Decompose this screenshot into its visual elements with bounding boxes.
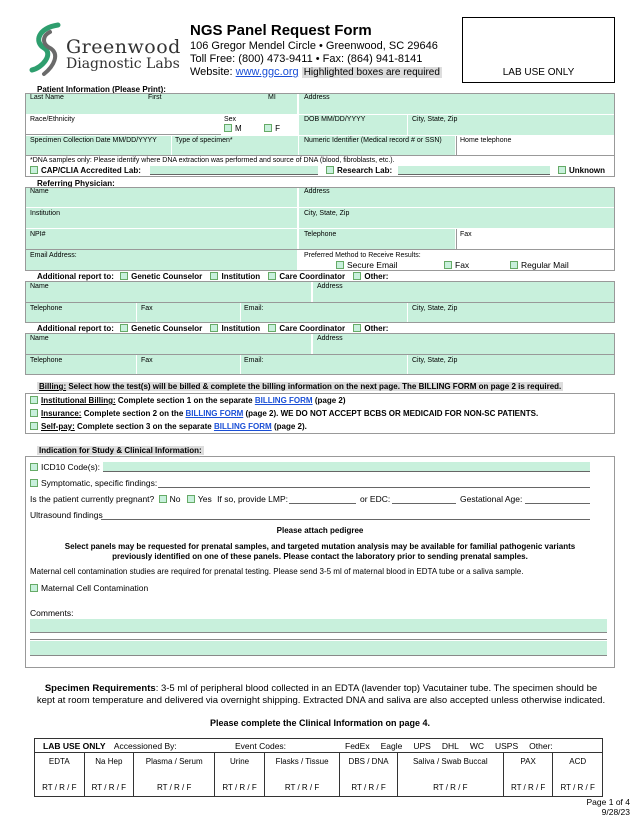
symptomatic-checkbox[interactable] (30, 479, 38, 487)
billing-form-link-2[interactable]: BILLING FORM (185, 409, 244, 418)
additional-name-field-1[interactable] (26, 282, 311, 302)
specimen-type-table (34, 752, 603, 797)
clia-checkbox[interactable] (30, 166, 38, 174)
genetic-checkbox-2[interactable] (120, 324, 128, 332)
lmp-field[interactable] (289, 494, 356, 504)
institution-checkbox-1[interactable] (210, 272, 218, 280)
website-label: Website: (190, 66, 233, 78)
mcc-line (30, 583, 148, 593)
additional-city-label-1: City, State, Zip (412, 305, 458, 312)
additional-city-label-2: City, State, Zip (412, 357, 458, 364)
secure-email-label: Secure Email (347, 260, 398, 270)
care-label-2: Care Coordinator (279, 324, 346, 333)
ultrasound-label: Ultrasound findings (30, 510, 103, 520)
specimen-requirements (36, 683, 606, 707)
genetic-checkbox-1[interactable] (120, 272, 128, 280)
research-checkbox[interactable] (326, 166, 334, 174)
other-checkbox-2[interactable] (353, 324, 361, 332)
institution-option-label: Institution (221, 272, 261, 281)
courier-0: FedEx (345, 741, 370, 751)
edc-label: or EDC: (360, 494, 391, 504)
billing-institutional (30, 396, 346, 405)
additional-phone-label-2: Telephone (30, 357, 63, 364)
additional-email-label-1: Email: (244, 305, 264, 312)
lab-phone: Toll Free: (800) 473-9411 • Fax: (864) 941-8141 (190, 53, 423, 65)
physician-city-label: City, State, Zip (304, 210, 350, 217)
mi-label: MI (268, 94, 276, 101)
additional-name-label-2: Name (30, 335, 49, 342)
event-codes-label: Event Codes: (235, 741, 287, 751)
care-label: Care Coordinator (279, 272, 346, 281)
clinical-heading: Indication for Study & Clinical Information: (39, 446, 202, 455)
genetic-label: Genetic Counselor (131, 272, 203, 281)
pregnant-label: Is the patient currently pregnant? (30, 494, 155, 504)
sex-m-checkbox[interactable] (224, 124, 232, 132)
lab-col-1: Na Hep (84, 753, 134, 779)
last-name-label: Last Name (30, 94, 64, 101)
additional-email-field-2[interactable] (241, 355, 407, 374)
research-label: Research Lab: (337, 166, 393, 175)
fax-checkbox[interactable] (444, 261, 452, 269)
dob-label: DOB MM/DD/YYYY (304, 116, 366, 123)
highlight-note: Highlighted boxes are required (303, 67, 440, 78)
self-pay-checkbox[interactable] (30, 422, 38, 430)
institution-checkbox-2[interactable] (210, 324, 218, 332)
fax-option (444, 260, 469, 270)
self-pay-label: Self-pay: (41, 422, 75, 431)
research-line (326, 166, 392, 175)
physician-address-field[interactable] (299, 188, 614, 207)
lab-use-row (43, 741, 177, 751)
research-field[interactable] (398, 166, 550, 175)
additional-label-2: Additional report to: (37, 324, 114, 333)
mcc-checkbox[interactable] (30, 584, 38, 592)
care-checkbox-2[interactable] (268, 324, 276, 332)
insurance-label: Insurance: (41, 409, 82, 418)
specimen-label: Specimen Requirements (44, 683, 156, 694)
additional-report-1 (37, 272, 388, 281)
courier-3: DHL (441, 741, 459, 751)
clia-line (30, 166, 141, 175)
billing-self-pay (30, 422, 307, 431)
lab-use-box (462, 17, 615, 83)
billing-instruction-text: Select how the test(s) will be billed & complete the billing information on the next page. The BILLING FORM on page 2 is required. (66, 382, 562, 391)
logo-sub: Diagnostic Labs (66, 56, 180, 72)
lab-code-0[interactable]: RT / R / F (35, 779, 85, 797)
care-checkbox-1[interactable] (268, 272, 276, 280)
additional-email-label-2: Email: (244, 357, 264, 364)
physician-fax-label: Fax (460, 231, 472, 238)
sex-label: Sex (224, 116, 237, 123)
billing-form-link-3[interactable]: BILLING FORM (213, 422, 272, 431)
institution-field[interactable] (26, 208, 297, 228)
complete-note: Please complete the Clinical Information on page 4. (209, 718, 431, 728)
unknown-line (558, 166, 605, 175)
other-checkbox-1[interactable] (353, 272, 361, 280)
billing-instruction (37, 382, 563, 391)
clia-field[interactable] (150, 166, 318, 175)
comments-field-1[interactable] (30, 619, 607, 633)
lab-code-6[interactable]: RT / R / F (397, 779, 503, 797)
numeric-id-label: Numeric Identifier (Medical record # or SSN) (304, 137, 442, 144)
self-pay-text: Complete section 3 on the separate (74, 422, 214, 431)
additional-label: Additional report to: (37, 272, 114, 281)
icd-label: ICD10 Code(s): (41, 462, 101, 472)
physician-email-label: Email Address: (30, 252, 77, 259)
courier-2: UPS (413, 741, 431, 751)
genetic-label-2: Genetic Counselor (131, 324, 203, 333)
insurance-text: Complete section 2 on the (81, 409, 186, 418)
other-label: Other: (364, 272, 389, 281)
courier-6: Other: (529, 741, 553, 751)
billing-insurance (30, 409, 538, 418)
lab-col-3: Urine (215, 753, 265, 779)
collection-date-label: Specimen Collection Date MM/DD/YYYY (30, 137, 157, 144)
gestational-label: Gestational Age: (460, 494, 523, 504)
lab-address: 106 Gregor Mendel Circle • Greenwood, SC 29646 (190, 40, 438, 52)
sex-f-label: F (275, 124, 281, 133)
unknown-label: Unknown (569, 166, 605, 175)
patient-heading: Patient Information (Please Print): (37, 85, 166, 94)
accessioned-label: Accessioned By: (113, 741, 177, 751)
website-line (190, 66, 442, 78)
lab-code-2[interactable]: RT / R / F (134, 779, 215, 797)
institutional-billing-checkbox[interactable] (30, 396, 38, 404)
gestational-field[interactable] (525, 494, 590, 504)
regular-mail-checkbox[interactable] (510, 261, 518, 269)
lab-col-5: DBS / DNA (340, 753, 397, 779)
pregnant-no-checkbox[interactable] (159, 495, 167, 503)
other-label-2: Other: (364, 324, 389, 333)
lab-code-7[interactable]: RT / R / F (503, 779, 553, 797)
additional-report-2 (37, 324, 388, 333)
sex-f-checkbox[interactable] (264, 124, 272, 132)
billing-form-link-1[interactable]: BILLING FORM (254, 396, 313, 405)
page-number: Page 1 of 4 (586, 797, 630, 807)
institutional-tail: (page 2) (312, 396, 346, 405)
icd-field[interactable] (103, 462, 590, 472)
logo-name: Greenwood (66, 36, 181, 58)
symptomatic-label: Symptomatic, specific findings: (41, 478, 158, 488)
edc-field[interactable] (392, 494, 456, 504)
lab-col-7: PAX (503, 753, 553, 779)
regular-mail-label: Regular Mail (521, 260, 569, 270)
race-label: Race/Ethnicity (30, 116, 75, 123)
icd-line (30, 462, 100, 472)
lab-col-0: EDTA (35, 753, 85, 779)
lab-table-title: LAB USE ONLY (43, 741, 106, 751)
form-title: NGS Panel Request Form (190, 22, 372, 39)
additional-name-label-1: Name (30, 283, 49, 290)
patient-address-label: Address (304, 94, 330, 101)
lab-code-5[interactable]: RT / R / F (340, 779, 397, 797)
form-date: 9/28/23 (601, 807, 630, 817)
additional-address-label-2: Address (317, 335, 343, 342)
npi-label: NPI# (30, 231, 46, 238)
additional-phone-label-1: Telephone (30, 305, 63, 312)
additional-fax-label-1: Fax (141, 305, 153, 312)
ultrasound-field[interactable] (101, 510, 590, 520)
specimen-text: : 3-5 ml of peripheral blood collected in an EDTA (lavender top) Vacutainer tube. The specimen should be kept at room temperature and delivered via overnight shipping. Extracted DNA and saliva are also accepted unless otherwise indicated. (36, 683, 606, 706)
additional-email-field-1[interactable] (241, 303, 407, 322)
lab-col-8: ACD (553, 753, 603, 779)
physician-address-label: Address (304, 188, 330, 195)
dna-note: *DNA samples only: Please identify where DNA extraction was performed and source of DNA (blood, fibroblasts, etc.). (30, 157, 395, 164)
courier-list (345, 741, 564, 751)
institution-label: Institution (30, 210, 60, 217)
lab-code-1[interactable]: RT / R / F (84, 779, 134, 797)
symptomatic-line (30, 478, 157, 488)
additional-name-field-2[interactable] (26, 334, 311, 354)
courier-5: USPS (495, 741, 519, 751)
courier-4: WC (469, 741, 484, 751)
physician-fax-field[interactable] (456, 229, 614, 249)
lab-col-4: Flasks / Tissue (264, 753, 340, 779)
regular-mail-option (510, 260, 569, 270)
comments-field-3[interactable] (30, 641, 607, 656)
secure-email-checkbox[interactable] (336, 261, 344, 269)
secure-email-option (336, 260, 398, 270)
preferred-label: Preferred Method to Receive Results: (304, 252, 421, 259)
lab-use-label: LAB USE ONLY (502, 67, 575, 78)
sex-m-label: M (235, 124, 242, 133)
logo (28, 20, 188, 80)
institutional-text: Complete section 1 on the separate (115, 396, 255, 405)
billing-lead: Billing: (39, 382, 67, 391)
pedigree-note: Please attach pedigree (276, 526, 364, 535)
self-pay-tail: (page 2). (271, 422, 307, 431)
pregnant-no-label: No (169, 494, 181, 504)
additional-fax-label-2: Fax (141, 357, 153, 364)
pregnant-yes-checkbox[interactable] (187, 495, 195, 503)
lab-code-4[interactable]: RT / R / F (264, 779, 340, 797)
physician-heading: Referring Physician: (37, 179, 115, 188)
clia-label: CAP/CLIA Accredited Lab: (41, 166, 141, 175)
panels-note: Select panels may be requested for prenatal samples, and targeted mutation analysis may be available for familial pathogenic variants previously identified on one of these panels. Please contact the laboratory prior to sending prenatal samples. (64, 542, 576, 561)
comments-label: Comments: (30, 608, 74, 618)
npi-field[interactable] (26, 229, 297, 249)
lab-col-2: Plasma / Serum (134, 753, 215, 779)
unknown-checkbox[interactable] (558, 166, 566, 174)
specimen-type-label: Type of specimen* (175, 137, 233, 144)
mcc-label: Maternal Cell Contamination (41, 583, 149, 593)
additional-address-field-2[interactable] (313, 334, 614, 354)
icd-checkbox[interactable] (30, 463, 38, 471)
home-phone-label: Home telephone (460, 137, 512, 144)
lab-code-8[interactable]: RT / R / F (553, 779, 603, 797)
mcc-note: Maternal cell contamination studies are required for prenatal testing. Please send 3-5 ml of maternal blood in EDTA tube or a saliva sample. (30, 567, 524, 576)
insurance-tail: (page 2). WE DO NOT ACCEPT BCBS OR MEDICAID FOR NON-SC PATIENTS. (243, 409, 539, 418)
pregnancy-line (30, 494, 288, 504)
institutional-label: Institutional Billing: (41, 396, 116, 405)
symptomatic-field[interactable] (158, 478, 590, 488)
lab-col-6: Saliva / Swab Buccal (397, 753, 503, 779)
patient-address-field[interactable] (299, 94, 614, 114)
logo-swirl-icon (28, 20, 68, 80)
physician-name-field[interactable] (26, 188, 297, 207)
additional-address-label-1: Address (317, 283, 343, 290)
pregnant-yes-label: Yes (197, 494, 212, 504)
lmp-label: If so, provide LMP: (217, 494, 289, 504)
lab-code-3[interactable]: RT / R / F (215, 779, 265, 797)
first-name-label: First (148, 94, 162, 101)
physician-name-label: Name (30, 188, 49, 195)
sex-options (224, 124, 280, 133)
insurance-checkbox[interactable] (30, 409, 38, 417)
comments-field-2[interactable] (30, 633, 607, 640)
fax-option-label: Fax (455, 260, 470, 270)
physician-phone-label: Telephone (304, 231, 337, 238)
courier-1: Eagle (380, 741, 403, 751)
website-link[interactable]: www.ggc.org (235, 66, 299, 78)
institution-option-label-2: Institution (221, 324, 261, 333)
patient-city-label: City, State, Zip (412, 116, 458, 123)
additional-address-field-1[interactable] (313, 282, 614, 302)
